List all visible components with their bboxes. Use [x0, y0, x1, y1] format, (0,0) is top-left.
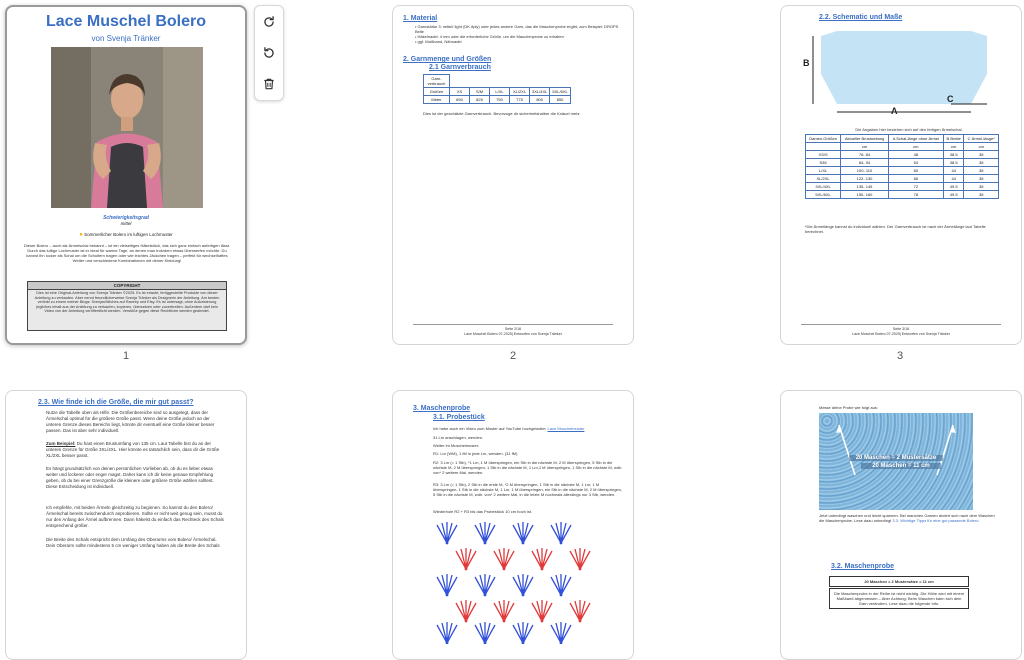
p2-row-label: Größen	[424, 88, 450, 96]
table-row	[806, 191, 999, 199]
p4-example-label: Zum Beispiel:	[46, 441, 76, 446]
p3-table-caption: Die Angaben hier beziehen sich auf den fertigen Ärmelschal.	[855, 127, 963, 132]
schematic-diagram	[799, 26, 1009, 122]
sun-icon: ●	[79, 232, 83, 238]
page-number-3: 3	[896, 350, 904, 362]
p2-footer	[413, 324, 613, 337]
page-thumbnail-3[interactable]	[780, 5, 1022, 345]
copyright-text: Dies ist eine Original-Anleitung von Svenja Tränker ©2025. Es ist erlaubt, fertiggestellte Produkte von dieser Anleitung zu verkaufen. Aber nennt freundlicherweise Svenja Tränker als Designerin der Anleitung. Am besten verlinkt zu einem meiner Blogs: SvenjasStitches auf Ravelry und Etsy. Es ist untersagt, ohne Autorisierung (egliches inhalt aus der Anleitung zu verkaufen, kopieren, übersetzen oder zuverbreiten. Außerdem darf kein Video von der Anleitung veröffentlicht werden. Verstöße gegen diese Rechtliche werden geahndet.	[34, 291, 220, 314]
p5-line: Wiederhole R2 + R3 bis das Probestück 10 cm hoch ist.	[433, 509, 533, 514]
p3-cell: 54	[888, 159, 943, 167]
p4-para-3: Es hängt grundsätzlich von deinen persönlichen Vorlieben ab, ob du es lieber etwas weiter und lockerer oder enger magst. Daher kann ich dir keine genaue Empfehlung geben, ob du bei einer Grenzgröße die kleinere oder größere Größe wählen solltest. Diese Entscheidung ist individuell.	[46, 466, 214, 489]
p6-para	[819, 513, 999, 523]
p3-footer-credit: Lace Muschel Bolero 07-2025| Entworfen von Svenja Tränker	[852, 332, 950, 336]
swatch-overlay-2: 20 Maschen = 11 cm	[861, 463, 941, 469]
p3-cell: 3XL/4XL	[806, 183, 841, 191]
p3-col-header: C Ärmel-länge*	[964, 135, 999, 143]
p3-cell: 38	[964, 167, 999, 175]
p3-cell: 100- 110	[841, 167, 889, 175]
p3-unit-cell: cm	[888, 143, 943, 151]
p2-yarn-table	[423, 74, 571, 104]
page-thumbnail-6[interactable]	[780, 390, 1022, 660]
p2-heading-garnverbrauch: 2.1 Garnverbrauch	[429, 64, 491, 71]
p2-material-list	[415, 24, 625, 44]
p3-cell: 78	[888, 191, 943, 199]
p1-author: von Svenja Tränker	[91, 34, 161, 43]
rotate-counterclockwise-icon	[262, 46, 276, 60]
p3-col-header: Aktueller Brustumfang	[841, 135, 889, 143]
table-row	[806, 159, 999, 167]
p3-unit-cell: cm	[964, 143, 999, 151]
p5-video-link[interactable]: Lace Muschelmuster	[547, 426, 585, 431]
p2-size-cell: 5XL/6XL	[550, 88, 570, 96]
trash-icon	[262, 77, 276, 91]
p5-heading-probestueck: 3.1. Probestück	[433, 414, 485, 421]
p3-cell: 38	[964, 175, 999, 183]
p6-info-box	[829, 576, 969, 587]
p2-table-header: Garn-verbrauch	[424, 75, 450, 88]
p2-meter-cell: 825	[470, 96, 490, 104]
p3-footer	[801, 324, 1001, 337]
p3-label-c: C	[947, 94, 954, 104]
page-thumbnail-2[interactable]	[392, 5, 634, 345]
table-row	[806, 175, 999, 183]
p3-cell: 38	[964, 183, 999, 191]
p6-para-link[interactable]: 3.3. Wichtige Tipps für eine gut passende Bolero.	[892, 518, 980, 523]
p3-cell: 49.5	[943, 191, 964, 199]
p3-cell: 44	[943, 175, 964, 183]
page-thumbnail-1[interactable]	[5, 5, 247, 345]
p3-label-b: B	[803, 58, 810, 68]
p3-unit-cell	[806, 143, 841, 151]
p4-example-text: Du hast einen Brustumfang von 135 cm. Laut Tabelle bist du an der unteren Grenze für Größe 3XL/4XL. Hier könnte es tatsächlich sein, dass dir die Größe XL/2XL besser passt.	[46, 441, 220, 458]
rotate-clockwise-icon	[262, 15, 276, 29]
p6-box-text: Die Maschenprobe in der Reihe ist nicht wichtig. Die Höhe wird mit einem Maßband abgemessen – Aber Achtung: Beim Waschen kann sich dein Garn verändern. Lese dazu die folgende Info.	[829, 588, 969, 609]
p2-meter-cell: 650	[450, 96, 470, 104]
p3-cell: 66	[888, 175, 943, 183]
p3-cell: 76- 84	[841, 151, 889, 159]
p3-cell: 38	[964, 151, 999, 159]
p6-para-text: Jetzt unbedingt waschen und leicht spannen. Bei manchen Garnen ändert sich nach dem Waschen die Maschenprobe. Lese dazu unbedingt	[819, 513, 995, 523]
p5-line: R1: Lm (WM), 1 fM in jede Lm, wenden. (31 fM)	[433, 451, 518, 456]
p1-tagline-row	[7, 232, 245, 238]
p5-video-line	[433, 426, 623, 431]
p3-cell: 84- 94	[841, 159, 889, 167]
p2-size-cell: 3XL/4XL	[530, 88, 550, 96]
p2-note: Dies ist der geschätzte Garnverbrauch. Bevorzuge dir sicherheitshalber die Knäuel mehr.	[423, 111, 581, 116]
p3-cell: 38	[964, 191, 999, 199]
p5-heading-maschenprobe: 3. Maschenprobe	[413, 405, 471, 412]
p2-size-cell: L/XL	[490, 88, 510, 96]
p1-title: Lace Muschel Bolero	[45, 13, 207, 30]
p6-intro: Messe deine Probe wie folgt aus:	[819, 405, 878, 410]
p3-cell: 5XL/6XL	[806, 191, 841, 199]
p2-size-cell: XL/2XL	[510, 88, 530, 96]
p5-line: 31 Lm anschlagen, wenden.	[433, 435, 484, 440]
p5-line: Weiter im Muschelmuster:	[433, 443, 480, 448]
page-thumbnail-4[interactable]	[5, 390, 247, 660]
p3-cell: S/M	[806, 159, 841, 167]
p1-difficulty-value: mittel	[120, 221, 132, 226]
p6-heading-maschenprobe: 3.2. Maschenprobe	[831, 563, 895, 570]
p3-cell: 38.5	[943, 159, 964, 167]
p4-para-4: Ich empfehle, mit beiden Ärmeln gleichzeitig zu beginnen. So kannst du den Bolero/ Ärmelschal bereits zwischendurch anprobieren. Sollte er nicht weit genug sein, musst du nur den Anfang der Ärmel aufbrennen. Dann häkelst du einfach das Rechteck des Schals entsprechend größer.	[46, 505, 224, 528]
page-number-1: 1	[122, 350, 130, 362]
table-row	[806, 167, 999, 175]
p3-col-header: A Schal-länge ohne Ärmel	[888, 135, 943, 143]
p5-line: R2: 3 Lm (= 1 Stb), *1 Lm, 1 M überspringen, ein Stb in die nächste M, 2 M überspringen, 5 Stb in die nächste M, 2 M überspringen, 1 Stb in die nächste M, 1 Lm,1 M überspringen, 1 Stb in die nächste M, wdh. von* 2 weitere Mal, wenden.	[433, 460, 623, 475]
woman-photo-illustration	[51, 47, 203, 208]
page-number-2: 2	[509, 350, 517, 362]
p3-cell: 122- 130	[841, 175, 889, 183]
p5-video-text: Ich habe auch ein Video zum Muster auf YouTube hochgeladen:	[433, 426, 547, 431]
p2-footer-page: Seite 2/16	[504, 327, 522, 331]
p2-meter-cell: 800	[530, 96, 550, 104]
swatch-overlay-1: 20 Maschen = 2 Mustersätze	[849, 455, 943, 461]
swatch-photo	[819, 413, 973, 510]
p2-row-label: Meter	[424, 96, 450, 104]
p3-cell: 72	[888, 183, 943, 191]
table-row	[806, 151, 999, 159]
p3-unit-cell: cm	[943, 143, 964, 151]
p3-cell: 150- 160	[841, 191, 889, 199]
copyright-box	[27, 281, 227, 331]
p2-meter-cell: 775	[510, 96, 530, 104]
cover-photo	[51, 47, 203, 208]
p3-cell: 48	[888, 151, 943, 159]
p1-tagline: Sommerlicher Bolero im luftigen Lochmuster	[84, 232, 173, 237]
p2-meter-cell: 850	[550, 96, 570, 104]
copyright-title: COPYRIGHT	[28, 282, 226, 290]
p3-cell: 49.5	[943, 183, 964, 191]
p3-cell: 38.5	[943, 151, 964, 159]
page-action-toolbar	[254, 5, 284, 101]
p2-size-cell: XS	[450, 88, 470, 96]
p3-cell: 135- 145	[841, 183, 889, 191]
p2-heading-garnmenge: 2. Garnmenge und Größen	[403, 56, 492, 63]
p3-cell: 60	[888, 167, 943, 175]
p3-unit-cell: cm	[841, 143, 889, 151]
p3-note: *Die Ärmellänge kannst du individuell wählen. Der Garnverbrauch ist nach der Ärmellänge laut Tabelle berechnet.	[805, 224, 986, 234]
p3-cell: 38	[964, 159, 999, 167]
p4-para-5: Die Breite des Schals entspricht dem Umfang des Oberarms vom Bolero/ Ärmelschal. Dein Oberarm sollte mindestens 5 cm weniger Umfang haben als die Breite des Schals	[46, 537, 220, 548]
page-thumbnail-5[interactable]	[392, 390, 634, 660]
crochet-chart	[433, 519, 593, 644]
p4-para-1: Nutze die Tabelle oben als Hilfe. Die Größenbereiche sind so ausgelegt, dass der Ärmelschal optimal für die größere Größe passt. Wenn deine Größe jedoch an der unteren Grenze dieses Bereichs liegt, könnte dir eventuell eine Größe kleiner besser passen. Das ist aber sehr individuell.	[46, 410, 215, 433]
swatch-arrows	[819, 413, 973, 510]
p1-intro: Dieser Bolero – auch als Ärmelschal bekannt – ist ein vielseitiges Häkelstück, das sich ganz einfach anfertigen lässt. Durch das luftige Lochmuster ist er ideal für warme Tage, an denen man trotzdem etwas Überwerfen möchte. Du kannst ihn locker als Schal um die Schultern tragen oder wie leichtes Jäckchen tragen – perfekt für wechselhaftes Wetter und verschiedene Kombinationen mit deiner Kleidung!	[23, 243, 231, 263]
p2-footer-credit: Lace Muschel Bolero 07-2025| Entworfen von Svenja Tränker	[464, 332, 562, 336]
p2-material-item: • Garnstärke 3: mittel/ light (DK 8ply) oder jedes andere Garn, das die Maschenprobe ergibt, zum Beispiel: DROPS Belle	[415, 24, 619, 34]
p3-col-header: Damen-Größen	[806, 135, 841, 143]
p3-cell: 44	[943, 167, 964, 175]
p2-size-cell: S/M	[470, 88, 490, 96]
p2-material-item: • ggf. Maßband, Nähnadel	[415, 39, 462, 44]
rotate-clockwise-button[interactable]	[255, 6, 283, 37]
p3-col-header: B Breite	[943, 135, 964, 143]
p3-cell: XS/S	[806, 151, 841, 159]
p3-cell: L/XL	[806, 167, 841, 175]
p5-line: R3: 3 Lm (= 1 Stb), 2 Stb in die erste M, *2 M überspringen, 1 Stb in die nächste M, 1 Lm, 1 M überspringen, 1 Stb in die nächste M, 1 Lm, 1 M überspringen, ein Stb in die nächste M, 2 M überspringen, 5 Stb in die nächste M, wdh. von* 2 weitere Mal, in die letzte M nochmals allerdings nur 3 Stb, wenden.	[433, 482, 622, 497]
p4-para-2	[46, 441, 226, 459]
delete-page-button[interactable]	[255, 68, 283, 99]
p3-size-table	[805, 134, 999, 199]
p3-footer-page: Seite 3/16	[892, 327, 910, 331]
table-row	[806, 183, 999, 191]
p4-heading: 2.3. Wie finde ich die Größe, die mir gut passt?	[38, 399, 194, 406]
p3-heading: 2.2. Schematic und Maße	[819, 14, 903, 21]
p2-material-item: • Häkelnadel: 4 mm oder die erforderliche Größe, um die Maschenprobe zu erhalten	[415, 34, 564, 39]
p3-cell: XL/2XL	[806, 175, 841, 183]
p6-box-line: 20 Maschen = 2 Mustersätze = 11 cm	[864, 579, 934, 584]
p3-label-a: A	[891, 106, 898, 116]
p1-difficulty-label: Schwierigkeitsgrad	[103, 215, 149, 221]
p2-meter-cell: 750	[490, 96, 510, 104]
rotate-counterclockwise-button[interactable]	[255, 37, 283, 68]
p2-heading-material: 1. Material	[403, 15, 438, 22]
